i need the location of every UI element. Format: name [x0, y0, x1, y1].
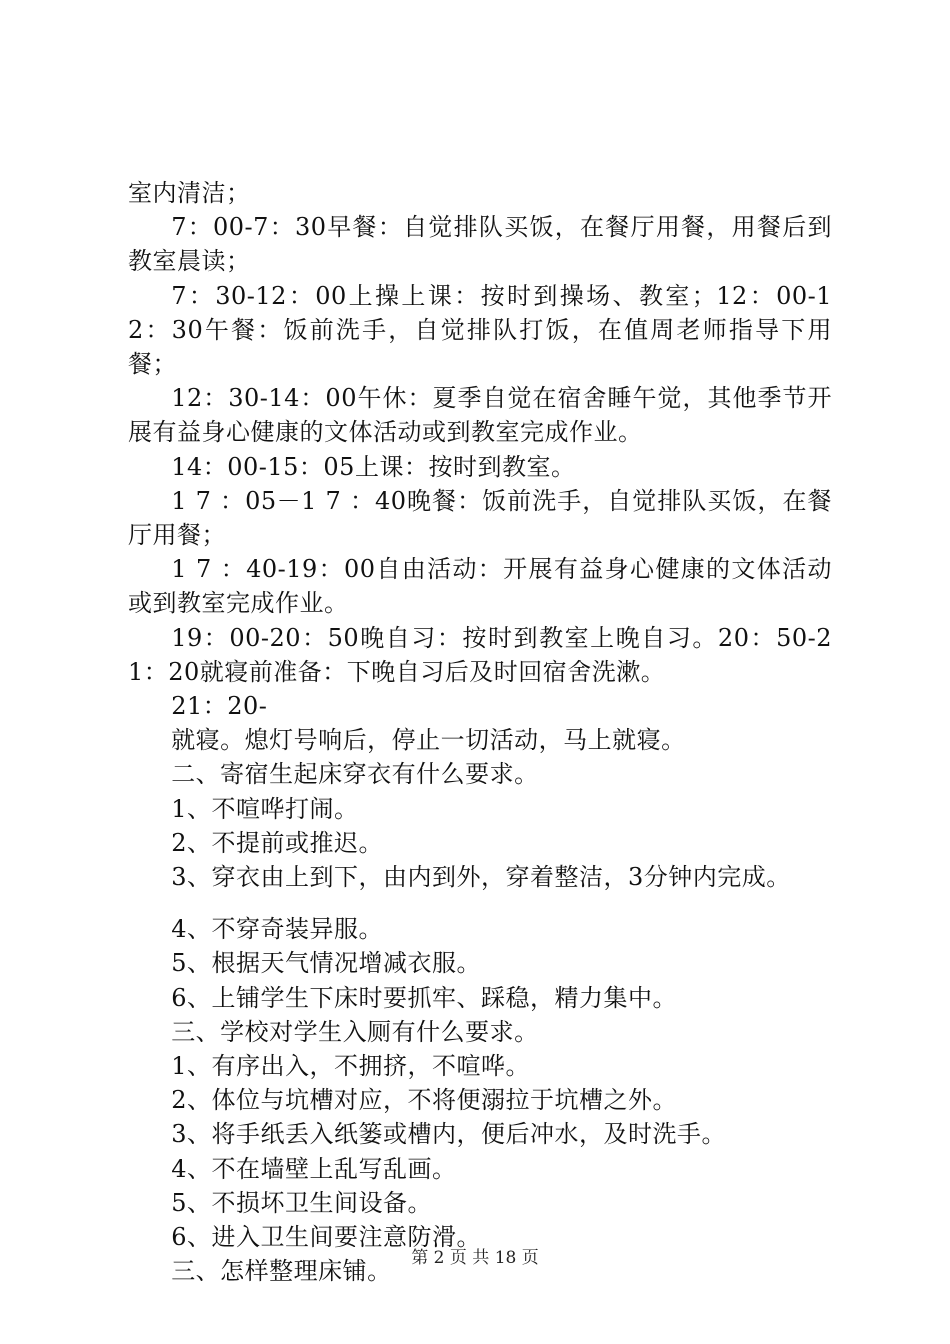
- paragraph-bedtime-start: 21：20-: [171, 692, 268, 721]
- list-item: 3、穿衣由上到下，由内到外，穿着整洁，3分钟内完成。: [171, 863, 791, 892]
- list-item: 2、体位与坑槽对应，不将便溺拉于坑槽之外。: [171, 1086, 677, 1115]
- page-number-footer: 第 2 页 共 18 页: [411, 1248, 539, 1268]
- paragraph-noon-rest: 12：30-14：00午休：夏季自觉在宿舍睡午觉，其他季节开展有益身心健康的文体活动或到教室完成作业。: [128, 384, 832, 447]
- list-item: 5、不损坏卫生间设备。: [171, 1188, 432, 1217]
- paragraph-breakfast: 7：00-7：30早餐：自觉排队买饭，在餐厅用餐，用餐后到教室晨读；: [128, 213, 832, 276]
- list-item: 1、不喧哗打闹。: [171, 794, 359, 823]
- paragraph-free-activity: 1 7 ：40-19：00自由活动：开展有益身心健康的文体活动或到教室完成作业。: [128, 555, 832, 618]
- paragraph-gap: [128, 894, 832, 912]
- list-item: 2、不提前或推迟。: [171, 828, 383, 857]
- paragraph-morning-class-lunch: 7：30-12：00上操上课：按时到操场、教室；12：00-12：30午餐：饭前洗手，自觉排队打饭，在值周老师指导下用餐；: [128, 281, 832, 379]
- document-body: [128, 176, 832, 1289]
- heading-toilet-requirements: 三、学校对学生入厕有什么要求。: [171, 1017, 539, 1046]
- list-item: 4、不在墙壁上乱写乱画。: [171, 1154, 457, 1183]
- paragraph-room-cleaning: 室内清洁；: [128, 179, 251, 207]
- paragraph-afternoon-class: 14：00-15：05上课：按时到教室。: [171, 452, 576, 481]
- paragraph-dinner: 1 7 ：05－1 7 ：40晚餐：饭前洗手，自觉排队买饭，在餐厅用餐；: [128, 486, 832, 550]
- heading-bed-making: 三、怎样整理床铺。: [171, 1257, 392, 1286]
- list-item: 1、有序出入，不拥挤，不喧哗。: [171, 1052, 530, 1081]
- paragraph-bedtime: 就寝。熄灯号响后，停止一切活动，马上就寝。: [171, 726, 686, 755]
- heading-dressing-requirements: 二、寄宿生起床穿衣有什么要求。: [171, 760, 539, 789]
- list-item: 6、上铺学生下床时要抓牢、踩稳，精力集中。: [171, 983, 677, 1012]
- list-item: 3、将手纸丢入纸篓或槽内，便后冲水，及时洗手。: [171, 1120, 726, 1149]
- list-item: 5、根据天气情况增减衣服。: [171, 949, 481, 978]
- list-item: 6、进入卫生间要注意防滑。: [171, 1223, 481, 1252]
- list-item: 4、不穿奇装异服。: [171, 915, 383, 944]
- paragraph-evening-study: 19：00-20：50晚自习：按时到教室上晚自习。20：50-21：20就寝前准备：下晚自习后及时回宿舍洗漱。: [128, 623, 832, 686]
